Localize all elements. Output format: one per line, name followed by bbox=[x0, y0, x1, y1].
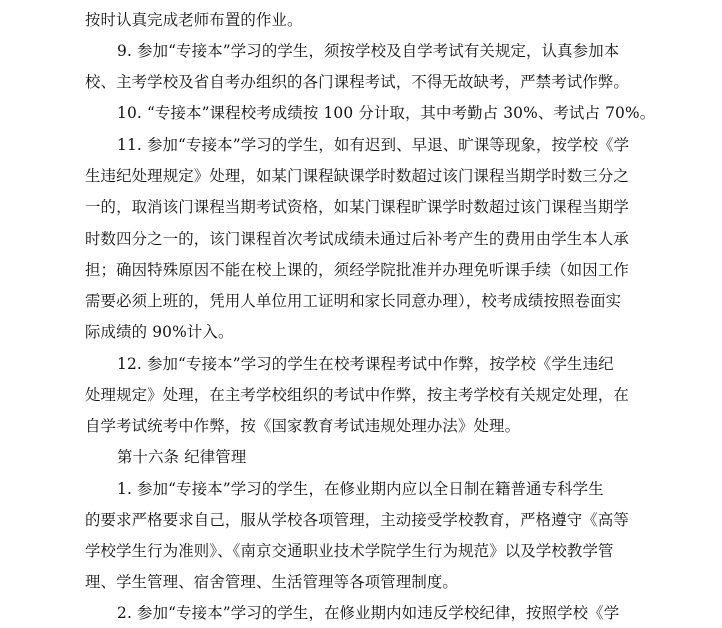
text-line: 担；确因特殊原因不能在校上课的，须经学院批准并办理免听课手续（如因工作 bbox=[85, 261, 629, 279]
text-line: 理、学生管理、宿舍管理、生活管理等各项管理制度。 bbox=[85, 573, 458, 591]
text-line: 际成绩的 90%计入。 bbox=[85, 323, 234, 341]
clause-12-line: 12. 参加“专接本”学习的学生在校考课程考试中作弊，按学校《学生违纪 bbox=[117, 355, 614, 373]
text-line: 的要求严格要求自己，服从学校各项管理，主动接受学校教育，严格遵守《高等 bbox=[85, 511, 629, 529]
clause-11-line: 11. 参加“专接本”学习的学生，如有迟到、早退、旷课等现象，按学校《学 bbox=[117, 136, 630, 154]
clause-1-line: 1. 参加“专接本”学习的学生，在修业期内应以全日制在籍普通专科学生 bbox=[117, 480, 604, 498]
text-line: 校、主考学校及省自考办组织的各门课程考试，不得无故缺考，严禁考试作弊。 bbox=[85, 73, 629, 91]
clause-9-line: 9. 参加“专接本”学习的学生，须按学校及自学考试有关规定，认真参加本 bbox=[117, 42, 620, 60]
article-16-heading: 第十六条 纪律管理 bbox=[117, 448, 247, 466]
text-line: 一的，取消该门课程当期考试资格，如某门课程旷课学时数超过该门课程当期学 bbox=[85, 198, 629, 216]
text-line: 学校学生行为准则》、《南京交通职业技术学院学生行为规范》以及学校教学管 bbox=[85, 542, 614, 560]
text-line: 自学考试统考中作弊，按《国家教育考试违规处理办法》处理。 bbox=[85, 417, 521, 435]
text-line: 按时认真完成老师布置的作业。 bbox=[85, 11, 303, 29]
text-line: 生违纪处理规定》处理，如某门课程缺课学时数超过该门课程当期学时数三分之 bbox=[85, 167, 629, 185]
clause-2-line: 2. 参加“专接本”学习的学生，在修业期内如违反学校纪律，按照学校《学 bbox=[117, 604, 620, 622]
text-line: 处理规定》处理，在主考学校组织的考试中作弊，按主考学校有关规定处理，在 bbox=[85, 386, 629, 404]
text-line: 时数四分之一的，该门课程首次考试成绩未通过后补考产生的费用由学生本人承 bbox=[85, 230, 629, 248]
text-line: 需要必须上班的，凭用人单位用工证明和家长同意办理），校考成绩按照卷面实 bbox=[85, 292, 622, 310]
clause-10-line: 10. “专接本”课程校考成绩按 100 分计取，其中考勤占 30%、考试占 70%。 bbox=[117, 104, 656, 122]
